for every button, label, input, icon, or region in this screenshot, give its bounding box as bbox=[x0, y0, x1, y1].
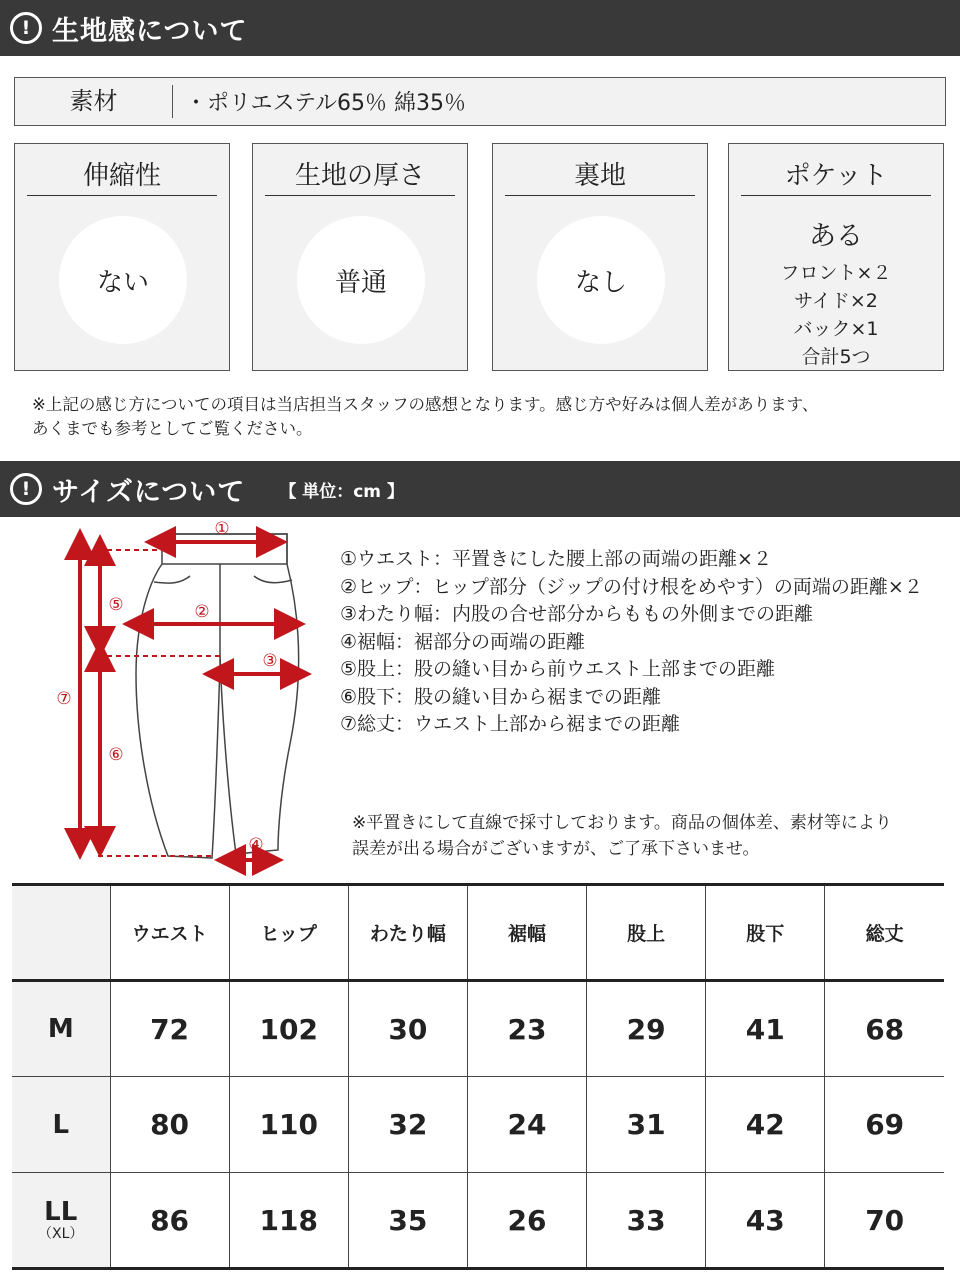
table-row bbox=[12, 1173, 944, 1269]
size-table bbox=[12, 883, 944, 1270]
legend-item: ③わたり幅：内股の合せ部分からももの外側までの距離 bbox=[340, 603, 814, 625]
size-note bbox=[352, 810, 892, 862]
pocket-detail-front: フロント×２ bbox=[780, 262, 892, 284]
table-cell: 31 bbox=[587, 1077, 706, 1173]
measurement-legend bbox=[340, 546, 923, 739]
legend-item: ②ヒップ：ヒップ部分（ジップの付け根をめやす）の両端の距離×２ bbox=[340, 575, 923, 598]
material-row bbox=[14, 77, 946, 126]
table-cell: 80 bbox=[110, 1077, 229, 1173]
table-cell: 41 bbox=[706, 981, 825, 1077]
legend-item: ⑤股上：股の縫い目から前ウエスト上部までの距離 bbox=[340, 658, 776, 680]
legend-item: ⑥股下：股の縫い目から裾までの距離 bbox=[340, 685, 662, 708]
corner-cell bbox=[12, 885, 110, 981]
stretch-value: ない bbox=[59, 216, 187, 344]
table-cell: 70 bbox=[825, 1173, 944, 1269]
size-ll-label: LL bbox=[44, 1197, 78, 1227]
table-cell: 72 bbox=[110, 981, 229, 1077]
col-thigh: わたり幅 bbox=[348, 885, 467, 981]
pants-measurement-diagram bbox=[40, 514, 330, 876]
size-ll-sub: （XL） bbox=[38, 1226, 84, 1242]
legend-item: ④裾幅：裾部分の両端の距離 bbox=[340, 630, 586, 653]
table-cell: 35 bbox=[348, 1173, 467, 1269]
col-waist: ウエスト bbox=[110, 885, 229, 981]
exclamation-icon: ! bbox=[10, 12, 42, 44]
table-cell: 24 bbox=[467, 1077, 586, 1173]
pocket-detail-side: サイド×2 bbox=[794, 290, 878, 312]
table-cell: 33 bbox=[587, 1173, 706, 1269]
table-cell: 23 bbox=[467, 981, 586, 1077]
size-ll-cell bbox=[12, 1173, 110, 1269]
table-cell: 86 bbox=[110, 1173, 229, 1269]
size-note-line: ※平置きにして直線で採寸しております。商品の個体差、素材等により bbox=[352, 813, 892, 833]
material-label: 素材 bbox=[15, 85, 173, 118]
exclamation-icon: ! bbox=[10, 473, 42, 505]
table-cell: 110 bbox=[229, 1077, 348, 1173]
table-cell: 29 bbox=[587, 981, 706, 1077]
marker-waist: ① bbox=[214, 519, 230, 539]
stretch-box bbox=[14, 143, 230, 371]
fabric-note bbox=[32, 393, 818, 441]
thickness-label: 生地の厚さ bbox=[265, 156, 455, 196]
col-inseam: 股下 bbox=[706, 885, 825, 981]
col-hip: ヒップ bbox=[229, 885, 348, 981]
unit-label: 【 単位：cm 】 bbox=[279, 481, 404, 502]
pocket-value: ある bbox=[809, 221, 863, 252]
table-cell: 32 bbox=[348, 1077, 467, 1173]
marker-hem: ④ bbox=[248, 835, 264, 855]
size-note-line: 誤差が出る場合がございますが、ご了承下さいませ。 bbox=[352, 839, 760, 859]
size-l-label: L bbox=[12, 1077, 110, 1173]
table-cell: 102 bbox=[229, 981, 348, 1077]
size-section-title: サイズについて bbox=[52, 476, 246, 508]
legend-item: ①ウエスト：平置きにした腰上部の両端の距離×２ bbox=[340, 548, 772, 570]
table-cell: 69 bbox=[825, 1077, 944, 1173]
marker-length: ⑦ bbox=[56, 689, 72, 709]
size-section-header bbox=[0, 461, 960, 517]
table-cell: 26 bbox=[467, 1173, 586, 1269]
material-value: ・ポリエステル65％ 綿35％ bbox=[185, 91, 467, 116]
table-cell: 42 bbox=[706, 1077, 825, 1173]
pants-outline bbox=[136, 534, 299, 858]
fabric-section-header bbox=[0, 0, 960, 56]
pocket-detail-total: 合計5つ bbox=[801, 346, 871, 368]
table-cell: 43 bbox=[706, 1173, 825, 1269]
size-table-header bbox=[12, 885, 944, 981]
fabric-note-line: ※上記の感じ方についての項目は当店担当スタッフの感想となります。感じ方や好みは個人差があります、 bbox=[32, 395, 819, 414]
fabric-note-line: あくまでも参考としてご覧ください。 bbox=[32, 419, 313, 438]
legend-item: ⑦総丈：ウエスト上部から裾までの距離 bbox=[340, 713, 681, 735]
size-m-label: M bbox=[12, 981, 110, 1077]
table-cell: 68 bbox=[825, 981, 944, 1077]
marker-rise: ⑤ bbox=[108, 595, 124, 615]
lining-label: 裏地 bbox=[505, 156, 695, 196]
col-length: 総丈 bbox=[825, 885, 944, 981]
col-rise: 股上 bbox=[587, 885, 706, 981]
marker-hip: ② bbox=[194, 602, 210, 622]
table-row bbox=[12, 1077, 944, 1173]
table-cell: 118 bbox=[229, 1173, 348, 1269]
thickness-box bbox=[252, 143, 468, 371]
table-cell: 30 bbox=[348, 981, 467, 1077]
stretch-label: 伸縮性 bbox=[27, 156, 217, 196]
marker-thigh: ③ bbox=[262, 651, 278, 671]
thickness-value: 普通 bbox=[297, 216, 425, 344]
pocket-label: ポケット bbox=[741, 156, 931, 196]
lining-value: なし bbox=[537, 216, 665, 344]
marker-inseam: ⑥ bbox=[108, 745, 124, 765]
lining-box bbox=[492, 143, 708, 371]
fabric-section-title: 生地感について bbox=[52, 15, 248, 47]
pocket-box bbox=[728, 143, 944, 371]
col-hem: 裾幅 bbox=[467, 885, 586, 981]
pocket-detail-back: バック×1 bbox=[793, 318, 879, 340]
table-row bbox=[12, 981, 944, 1077]
